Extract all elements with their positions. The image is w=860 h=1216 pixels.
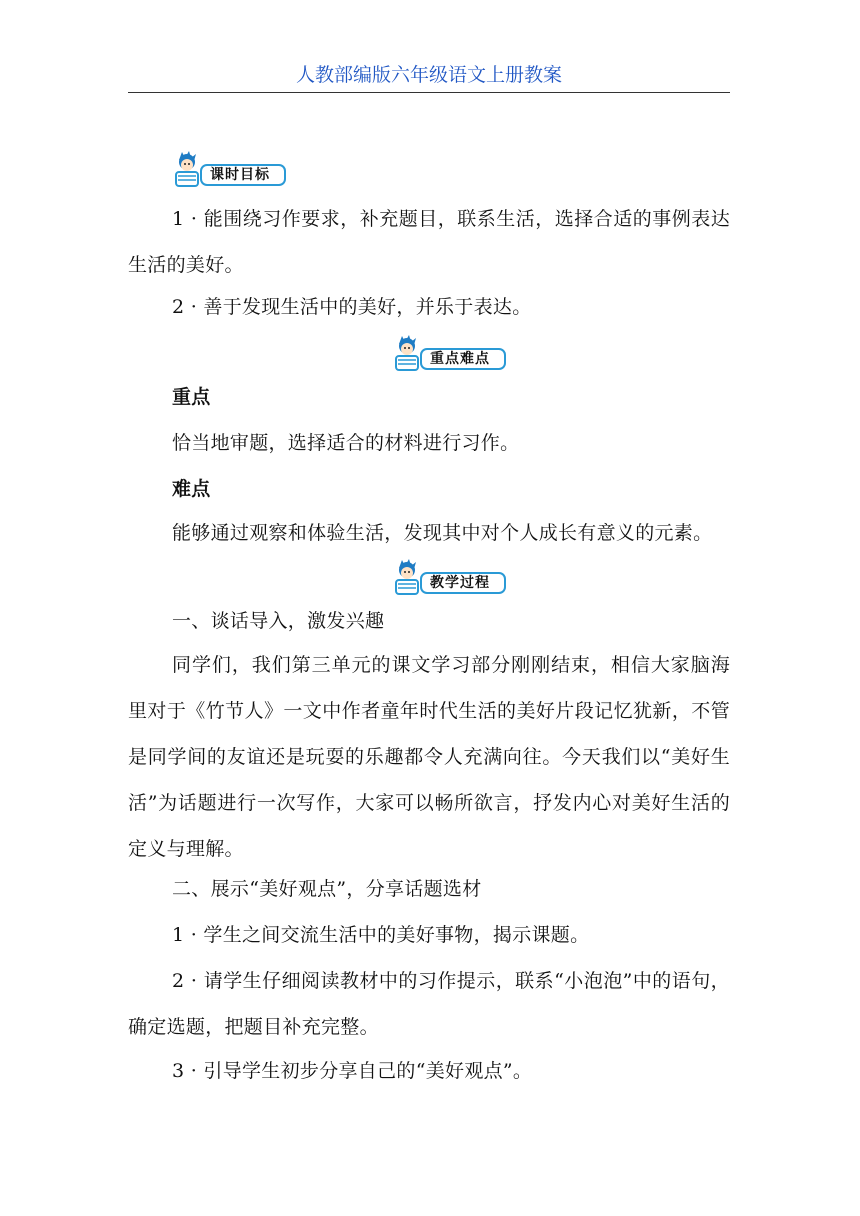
key-point-label: 重点 xyxy=(172,386,211,408)
badge-label: 教学过程 xyxy=(430,575,490,591)
boy-reading-icon xyxy=(172,150,212,190)
section-badge-goals xyxy=(172,150,290,190)
goal-item-2: 2 · 善于发现生活中的美好，并乐于表达。 xyxy=(172,296,532,318)
process-step2-item-1: 1 · 学生之间交流生活中的美好事物，揭示课题。 xyxy=(172,924,590,946)
boy-reading-icon xyxy=(392,558,432,598)
difficulty-text: 能够通过观察和体验生活，发现其中对个人成长有意义的元素。 xyxy=(172,522,713,544)
process-step1-text: 同学们，我们第三单元的课文学习部分刚刚结束，相信大家脑海里对于《竹节人》一文中作者童年时代生活的美好片段记忆犹新，不管是同学间的友谊还是玩耍的乐趣都令人充满向往。今天我们以“美好生活”为话题进行一次写作，大家可以畅所欲言，抒发内心对美好生活的定义与理解。 xyxy=(128,654,730,860)
header-divider xyxy=(128,92,730,93)
process-step2-item-3: 3 · 引导学生初步分享自己的“美好观点”。 xyxy=(172,1060,533,1082)
boy-reading-icon xyxy=(392,334,432,374)
badge-label: 课时目标 xyxy=(210,167,270,183)
section-badge-process xyxy=(392,558,510,598)
document-header-title: 人教部编版六年级语文上册教案 xyxy=(295,64,562,86)
key-point-text: 恰当地审题，选择适合的材料进行习作。 xyxy=(172,432,520,454)
difficulty-label: 难点 xyxy=(172,478,211,500)
goal-item-1: 1 · 能围绕习作要求，补充题目，联系生活，选择合适的事例表达生活的美好。 xyxy=(128,208,730,276)
process-step2-title: 二、展示“美好观点”，分享话题选材 xyxy=(172,878,482,900)
section-badge-key-points xyxy=(392,334,510,374)
process-step2-item-2: 2 · 请学生仔细阅读教材中的习作提示，联系“小泡泡”中的语句，确定选题，把题目补充完整。 xyxy=(128,970,730,1038)
badge-label: 重点难点 xyxy=(430,351,490,367)
process-step1-title: 一、谈话导入，激发兴趣 xyxy=(172,610,385,632)
